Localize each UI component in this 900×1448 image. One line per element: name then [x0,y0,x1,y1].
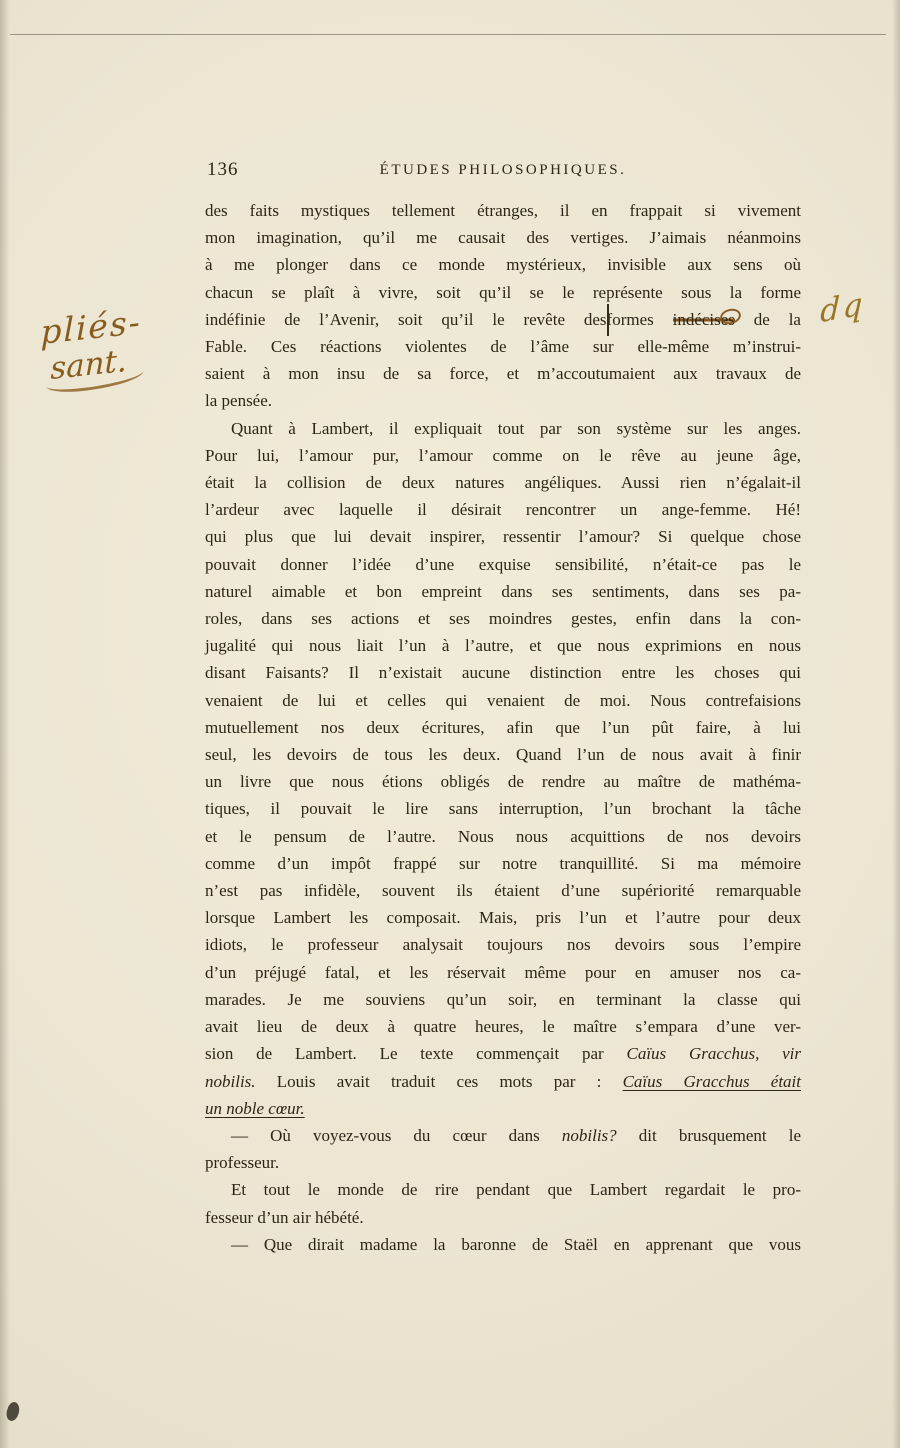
text-run: idiots, le professeur analysait toujours nos devoirs sous l’empire [205,935,801,955]
text-line [205,659,801,686]
text-run: à me plonger dans ce monde mystérieux, invisible aux sens où [205,255,801,275]
text-run: nobilis. [205,1071,256,1091]
handwritten-annotation-right: dq [819,285,866,331]
text-run: Quant à Lambert, il expliquait tout par son système sur les anges. [231,418,801,438]
text-line [205,1068,801,1095]
text-run: seul, les devoirs de tous les deux. Quand l’un de nous avait à finir [205,745,801,765]
text-run: la pensée. [205,391,273,411]
text-line [205,251,801,278]
annotation-line: pliés- [40,302,142,352]
text-run: — Où voyez-vous du cœur dans [231,1125,562,1145]
text-line [205,551,801,578]
text-run: fesseur d’un air hébété. [205,1207,364,1227]
text-run: avait lieu de deux à quatre heures, le maître s’empara d’une ver- [205,1017,801,1037]
text-run: des faits mystiques tellement étranges, il en frappait si vivement [205,201,801,220]
text-run: Caïus Gracchus, vir [626,1044,801,1064]
text-line [205,795,801,822]
text-line [205,1204,801,1231]
text-run: mon imagination, qu’il me causait des vertiges. J’aimais néanmoins [205,228,801,248]
text-run: chacun se plaît à vivre, soit qu’il se le représente sous la forme [205,282,801,302]
text-line [205,360,801,387]
text-line [205,197,801,224]
annotation-line: sant. [50,342,127,388]
text-run: sion de Lambert. Le texte commençait par [205,1044,627,1064]
text-line [205,442,801,469]
text-run: dit brusquement le [616,1125,801,1145]
text-line [205,306,801,333]
text-run: Pour lui, l’amour pur, l’amour comme on le rêve au jeune âge, [205,445,801,465]
struck-word: indécises [673,306,735,333]
text-line [205,768,801,795]
text-run: venaient de lui et celles qui venaient de moi. Nous contrefaisions [205,690,801,710]
text-run: lorsque Lambert les composait. Mais, pris l’un et l’autre pour deux [205,908,801,928]
text-run: l’ardeur avec laquelle il désirait rencontrer un ange-femme. Hé! [205,500,801,520]
text-line [205,605,801,632]
text-run: et le pensum de l’autre. Nous nous acquittions de nos devoirs [205,826,801,846]
page-body [205,197,801,1258]
text-line [205,986,801,1013]
text-line [205,279,801,306]
text-run: Et tout le monde de rire pendant que Lambert regardait le pro- [231,1180,801,1200]
text-run: comme d’un impôt frappé sur notre tranquillité. Si ma mémoire [205,853,801,873]
text-run: d’un préjugé fatal, et les réservait même pour en amuser nos ca- [205,962,801,982]
text-line [205,1013,801,1040]
text-line [205,387,801,414]
text-run: Caïus Gracchus était [622,1071,801,1091]
text-run: de la [734,309,801,329]
text-line [205,224,801,251]
paragraph [205,197,801,415]
text-line [205,904,801,931]
text-run: Fable. Ces réactions violentes de l’âme sur elle-même m’instrui- [205,337,801,357]
text-run: roles, dans ses actions et ses moindres gestes, enfin dans la con- [205,609,801,629]
handwritten-annotation-left [40,295,209,395]
text-run: un noble cœur. [205,1098,305,1118]
text-run: naturel aimable et bon empreint dans ses sentiments, dans ses pa- [205,581,801,601]
text-line [205,741,801,768]
text-line [205,1095,801,1122]
text-line [205,469,801,496]
text-line [205,496,801,523]
text-line [205,1176,801,1203]
text-run: professeur. [205,1153,280,1173]
text-run: pouvait donner l’idée d’une exquise sensibilité, n’était-ce pas le [205,554,801,574]
text-run: saient à mon insu de sa force, et m’accoutumaient aux travaux de [205,364,801,384]
text-run: un livre que nous étions obligés de rendre au maître de mathéma- [205,772,801,792]
text-line [205,823,801,850]
text-run: nobilis? [561,1125,617,1145]
text-line [205,333,801,360]
text-run: disant Faisants? Il n’existait aucune distinction entre les choses qui [205,663,801,683]
paragraph [205,1122,801,1176]
paragraph [205,415,801,1122]
text-run: — Que dirait madame la baronne de Staël en apprenant que vous [231,1234,801,1254]
running-header: ÉTUDES PHILOSOPHIQUES. [379,162,627,178]
scan-edge-line [10,34,886,35]
text-line [205,687,801,714]
text-line [205,714,801,741]
text-line [205,1040,801,1067]
text-line [205,523,801,550]
text-line [205,1149,801,1176]
scan-right-edge-shadow [892,0,900,1448]
text-run: était la collision de deux natures angéliques. Aussi rien n’égalait-il [205,473,801,493]
text-line [205,850,801,877]
paragraph [205,1176,801,1230]
text-run: indéfinie de l’Avenir, soit qu’il le revête des [205,309,607,329]
text-line [205,877,801,904]
text-run: Louis avait traduit ces mots par : [255,1071,623,1091]
paragraph [205,1231,801,1258]
text-line [205,632,801,659]
text-run: n’est pas infidèle, souvent ils étaient d’une supériorité remarquable [205,881,801,901]
text-run: qui plus que lui devait inspirer, ressentir l’amour? Si quelque chose [205,527,801,547]
text-run: marades. Je me souviens qu’un soir, en terminant la classe qui [205,989,801,1009]
text-line [205,578,801,605]
text-line [205,415,801,442]
text-run: tiques, il pouvait le lire sans interruption, l’un brochant la tâche [205,799,801,819]
page-header [205,159,801,185]
page-number: 136 [207,159,239,180]
text-line [205,931,801,958]
text-line [205,1122,801,1149]
text-run: formes [606,309,673,329]
text-line [205,1231,801,1258]
text-run: mutuellement nos deux écritures, afin que l’un pût faire, à lui [205,717,801,737]
text-line [205,959,801,986]
text-run: jugalité qui nous liait l’un à l’autre, et que nous exprimions en nous [205,636,801,656]
scan-left-edge-shadow [0,0,10,1448]
